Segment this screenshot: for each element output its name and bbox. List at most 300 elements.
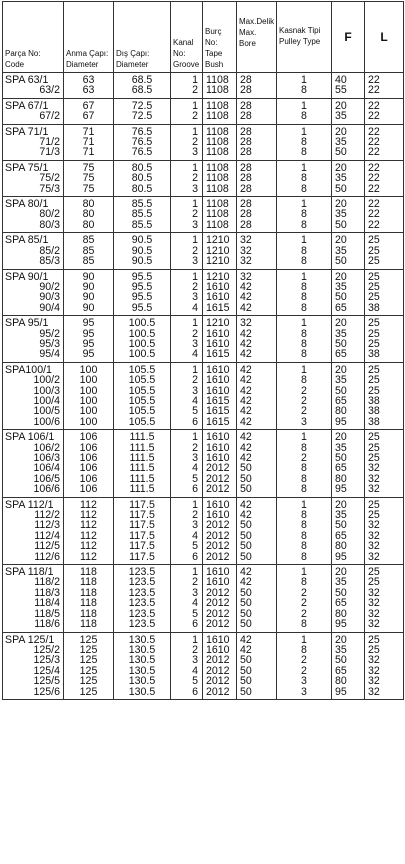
table-body (3, 73, 404, 700)
outer-diameter: 117.5 (129, 540, 155, 553)
pulley-type: 1 (301, 633, 307, 646)
bush-number: 2012 (206, 472, 230, 485)
f-dimension: 35 (335, 509, 347, 522)
pulley-type: 8 (301, 509, 307, 522)
bush-number: 1108 (206, 110, 229, 123)
pulley-type: 1 (301, 198, 307, 211)
groove-count: 2 (192, 208, 198, 221)
l-dimension: 25 (368, 255, 380, 268)
f-dimension: 95 (335, 483, 347, 496)
groove-count: 2 (192, 441, 198, 454)
outer-diameter-cell (114, 565, 171, 632)
bush-number: 1610 (206, 431, 230, 444)
pulley-type: 8 (301, 540, 307, 553)
pitch-diameter-cell (64, 197, 114, 233)
pitch-diameter: 85 (82, 244, 95, 257)
code: SPA 75/1 (5, 161, 49, 174)
code: SPA 85/1 (5, 234, 49, 247)
header-f: F (332, 2, 365, 73)
header-bore-3: Bore (239, 39, 256, 48)
max-bore: 50 (240, 462, 252, 475)
outer-diameter: 72.5 (131, 110, 153, 123)
groove-count: 2 (192, 136, 198, 149)
outer-diameter: 130.5 (128, 633, 156, 646)
pitch-diameter: 80 (82, 208, 95, 221)
l-dimension: 22 (368, 125, 380, 138)
pitch-diameter: 85 (82, 255, 95, 268)
f-dimension: 50 (335, 146, 347, 159)
max-bore: 28 (240, 84, 252, 97)
pitch-diameter-cell (64, 497, 114, 564)
table-row-group (3, 233, 404, 269)
max-bore: 42 (240, 348, 252, 361)
l-dimension: 25 (368, 234, 380, 247)
pulley-type: 3 (301, 685, 307, 698)
max-bore: 28 (240, 218, 252, 231)
pitch-diameter-cell (64, 269, 114, 316)
max-bore: 42 (240, 452, 252, 464)
max-bore: 42 (240, 441, 252, 454)
max-bore: 42 (240, 431, 252, 444)
bush-number: 1610 (206, 576, 230, 589)
outer-diameter: 95.5 (131, 280, 153, 293)
l-dimension-cell (365, 233, 404, 269)
bush-number-cell (203, 362, 237, 429)
groove-count: 2 (192, 643, 198, 656)
header-groove-2: No: (173, 49, 186, 58)
f-dimension: 65 (335, 348, 347, 361)
l-dimension: 32 (368, 483, 380, 496)
f-dimension: 50 (335, 654, 347, 667)
l-dimension: 22 (368, 182, 380, 195)
outer-diameter: 123.5 (128, 607, 156, 620)
bush-number: 1210 (206, 270, 230, 283)
code: 125/5 (33, 675, 60, 688)
f-dimension: 35 (335, 374, 347, 387)
groove-count: 1 (192, 161, 198, 174)
pitch-diameter-cell (64, 316, 114, 363)
pulley-type: 8 (301, 182, 307, 195)
groove-count-cell (171, 160, 203, 196)
max-bore-cell (237, 233, 277, 269)
outer-diameter: 95.5 (131, 291, 153, 304)
pulley-type-cell (277, 233, 332, 269)
pulley-type: 8 (301, 519, 307, 532)
groove-count: 4 (192, 597, 198, 610)
header-groove-3: Groove (173, 60, 200, 69)
pulley-type-cell (277, 362, 332, 429)
max-bore: 50 (240, 472, 252, 485)
groove-count: 3 (192, 654, 198, 667)
pitch-diameter-cell (64, 124, 114, 160)
pitch-diameter: 112 (80, 498, 97, 511)
max-bore: 42 (240, 374, 252, 387)
pulley-type: 1 (301, 125, 307, 138)
f-dimension: 50 (335, 255, 347, 268)
header-pitch-en: Diameter (66, 60, 99, 69)
f-dimension: 80 (335, 472, 347, 485)
groove-count: 2 (192, 244, 198, 257)
groove-count-cell (171, 98, 203, 124)
max-bore: 42 (240, 509, 252, 522)
l-dimension: 38 (368, 405, 380, 418)
groove-count-cell (171, 316, 203, 363)
outer-diameter-cell (114, 497, 171, 564)
pulley-type: 2 (301, 654, 307, 667)
pitch-diameter: 95 (82, 317, 95, 330)
f-dimension-cell (332, 197, 365, 233)
groove-count: 3 (192, 291, 198, 304)
max-bore-cell (237, 632, 277, 699)
l-dimension: 25 (368, 441, 380, 454)
bush-number: 1610 (206, 363, 230, 376)
outer-diameter: 95.5 (131, 301, 153, 314)
f-dimension-cell (332, 160, 365, 196)
code: SPA 63/1 (5, 74, 49, 86)
pitch-diameter: 100 (79, 415, 98, 428)
l-dimension: 32 (368, 664, 380, 677)
outer-diameter: 105.5 (128, 405, 156, 418)
outer-diameter: 111.5 (129, 472, 155, 485)
groove-count-cell (171, 197, 203, 233)
l-dimension: 25 (368, 270, 380, 283)
bush-number: 2012 (206, 685, 230, 698)
l-dimension: 25 (368, 643, 380, 656)
pulley-type: 8 (301, 136, 307, 149)
groove-count: 2 (192, 110, 198, 123)
outer-diameter: 117.5 (129, 529, 155, 542)
f-dimension-cell (332, 98, 365, 124)
groove-count: 2 (192, 374, 198, 387)
code: 106/3 (33, 452, 60, 464)
f-dimension-cell (332, 565, 365, 632)
outer-diameter-cell (114, 160, 171, 196)
f-dimension: 55 (335, 84, 347, 97)
bush-number: 2012 (206, 597, 230, 610)
pitch-diameter: 100 (79, 405, 98, 418)
f-dimension-cell (332, 497, 365, 564)
outer-diameter: 85.5 (131, 198, 153, 211)
header-bore-2: Max. (239, 28, 257, 37)
l-dimension: 25 (368, 452, 380, 464)
l-dimension-cell (365, 362, 404, 429)
f-dimension: 95 (335, 618, 347, 631)
max-bore: 42 (240, 301, 252, 314)
max-bore-cell (237, 73, 277, 99)
table-row-group (3, 316, 404, 363)
f-dimension: 20 (335, 566, 347, 579)
max-bore: 28 (240, 208, 252, 221)
pitch-diameter: 90 (82, 301, 95, 314)
f-dimension: 20 (335, 363, 347, 376)
f-dimension: 35 (335, 327, 347, 340)
l-dimension: 22 (368, 74, 380, 86)
pitch-diameter: 100 (79, 374, 98, 387)
groove-count: 1 (192, 498, 198, 511)
pulley-type-cell (277, 430, 332, 497)
pulley-type: 8 (301, 483, 307, 496)
bush-number: 1610 (206, 337, 230, 350)
bush-number: 1610 (206, 441, 230, 454)
pitch-diameter: 71 (82, 125, 95, 138)
pitch-diameter: 75 (82, 161, 95, 174)
pitch-diameter: 112 (80, 550, 97, 563)
outer-diameter: 76.5 (131, 125, 153, 138)
header-l: L (365, 2, 404, 73)
f-dimension: 35 (335, 441, 347, 454)
bush-number: 1108 (206, 125, 229, 138)
code: SPA 112/1 (5, 498, 54, 511)
groove-count: 4 (192, 664, 198, 677)
outer-diameter: 80.5 (131, 172, 153, 185)
pitch-diameter: 118 (80, 618, 97, 631)
max-bore: 32 (240, 234, 252, 247)
max-bore-cell (237, 197, 277, 233)
pitch-diameter: 95 (82, 337, 95, 350)
code: SPA 67/1 (5, 99, 49, 112)
groove-count: 3 (192, 146, 198, 159)
bush-number: 2012 (206, 540, 230, 553)
bush-number: 2012 (206, 462, 230, 475)
pulley-type: 8 (301, 327, 307, 340)
f-dimension: 20 (335, 498, 347, 511)
groove-count: 1 (192, 270, 198, 283)
f-dimension: 20 (335, 234, 347, 247)
max-bore: 42 (240, 384, 252, 397)
pulley-type: 8 (301, 441, 307, 454)
f-dimension: 20 (335, 125, 347, 138)
code: 75/3 (39, 182, 60, 195)
header-outer-en: Diameter (116, 60, 149, 69)
pulley-type: 2 (301, 394, 307, 407)
pulley-type: 3 (301, 415, 307, 428)
max-bore: 50 (240, 529, 252, 542)
f-dimension: 50 (335, 519, 347, 532)
header-bush-1: Burç (205, 27, 222, 36)
groove-count: 1 (192, 633, 198, 646)
l-dimension: 25 (368, 317, 380, 330)
outer-diameter-cell (114, 632, 171, 699)
max-bore: 50 (240, 607, 252, 620)
header-pitch-tr: Anma Çapı: (66, 49, 109, 58)
max-bore-cell (237, 362, 277, 429)
pitch-diameter: 100 (79, 384, 98, 397)
code: 112/3 (34, 519, 60, 532)
pulley-type: 8 (301, 337, 307, 350)
pitch-diameter-cell (64, 160, 114, 196)
l-dimension: 22 (368, 84, 380, 97)
groove-count: 5 (192, 405, 198, 418)
pitch-diameter-cell (64, 98, 114, 124)
pulley-type-cell (277, 73, 332, 99)
outer-diameter: 111.5 (129, 462, 155, 475)
pitch-diameter: 85 (82, 234, 95, 247)
outer-diameter: 76.5 (131, 146, 153, 159)
pitch-diameter: 112 (80, 529, 97, 542)
pulley-type: 8 (301, 146, 307, 159)
pulley-type: 8 (301, 462, 307, 475)
bush-number: 1615 (206, 348, 230, 361)
f-dimension: 50 (335, 452, 347, 464)
pitch-diameter-cell (64, 565, 114, 632)
max-bore: 42 (240, 566, 252, 579)
bush-number: 2012 (206, 618, 230, 631)
bush-number: 1210 (206, 255, 230, 268)
outer-diameter: 123.5 (128, 576, 156, 589)
groove-count: 6 (192, 550, 198, 563)
bush-number-cell (203, 316, 237, 363)
pitch-diameter: 90 (82, 291, 95, 304)
groove-count: 1 (192, 363, 198, 376)
f-dimension: 35 (335, 643, 347, 656)
table-row-group (3, 362, 404, 429)
f-dimension: 35 (335, 172, 347, 185)
outer-diameter: 111.5 (129, 431, 155, 444)
outer-diameter-cell (114, 233, 171, 269)
header-bush-2: No: (205, 38, 218, 47)
l-dimension: 32 (368, 597, 380, 610)
l-dimension: 32 (368, 654, 380, 667)
groove-count-cell (171, 362, 203, 429)
header-type-tr: Kasnak Tipi (279, 26, 321, 35)
pitch-diameter: 106 (79, 431, 98, 444)
pulley-type: 2 (301, 607, 307, 620)
bush-number: 1610 (206, 509, 230, 522)
bush-number-cell (203, 632, 237, 699)
bush-number: 1108 (206, 198, 229, 211)
f-dimension-cell (332, 233, 365, 269)
groove-count: 2 (192, 172, 198, 185)
f-dimension: 65 (335, 301, 347, 314)
f-dimension: 95 (335, 550, 347, 563)
code: 118/3 (34, 586, 60, 599)
code-cell (3, 430, 64, 497)
header-code-tr: Parça No: (5, 49, 41, 58)
outer-diameter: 105.5 (128, 363, 156, 376)
f-dimension: 35 (335, 208, 347, 221)
l-dimension-cell (365, 316, 404, 363)
l-dimension: 25 (368, 291, 380, 304)
groove-count: 1 (192, 566, 198, 579)
code: 112/2 (34, 509, 60, 522)
pulley-type: 2 (301, 452, 307, 464)
max-bore: 32 (240, 317, 252, 330)
pitch-diameter: 112 (80, 540, 97, 553)
pulley-type: 8 (301, 529, 307, 542)
max-bore-cell (237, 160, 277, 196)
max-bore: 28 (240, 161, 252, 174)
outer-diameter-cell (114, 362, 171, 429)
max-bore: 50 (240, 550, 252, 563)
bush-number: 2012 (206, 675, 230, 688)
table-row-group (3, 98, 404, 124)
pulley-type: 8 (301, 643, 307, 656)
f-dimension: 80 (335, 540, 347, 553)
code: 95/3 (39, 337, 60, 350)
max-bore: 50 (240, 540, 252, 553)
groove-count: 2 (192, 280, 198, 293)
outer-diameter: 100.5 (128, 348, 156, 361)
bush-number: 1610 (206, 498, 230, 511)
bush-number: 1108 (206, 84, 229, 97)
l-dimension: 32 (368, 462, 380, 475)
max-bore: 32 (240, 255, 252, 268)
code-cell (3, 197, 64, 233)
pitch-diameter: 67 (82, 110, 95, 123)
pulley-type: 8 (301, 110, 307, 123)
max-bore-cell (237, 98, 277, 124)
code: 71/2 (39, 136, 60, 149)
max-bore: 28 (240, 110, 252, 123)
pitch-diameter: 125 (79, 664, 98, 677)
l-dimension: 25 (368, 374, 380, 387)
l-dimension: 25 (368, 431, 380, 444)
pitch-diameter: 95 (82, 327, 95, 340)
f-dimension: 80 (335, 405, 347, 418)
l-dimension: 38 (368, 301, 380, 314)
groove-count: 1 (192, 99, 198, 112)
pulley-type: 8 (301, 301, 307, 314)
bush-number: 1610 (206, 566, 230, 579)
code: 75/2 (39, 172, 60, 185)
table-row-group (3, 497, 404, 564)
l-dimension: 25 (368, 509, 380, 522)
max-bore: 28 (240, 99, 252, 112)
groove-count-cell (171, 497, 203, 564)
l-dimension: 22 (368, 208, 380, 221)
max-bore: 50 (240, 597, 252, 610)
pitch-diameter: 118 (80, 597, 97, 610)
l-dimension-cell (365, 430, 404, 497)
l-dimension: 32 (368, 618, 380, 631)
pulley-type: 8 (301, 172, 307, 185)
max-bore: 50 (240, 586, 252, 599)
l-dimension: 32 (368, 540, 380, 553)
f-dimension-cell (332, 73, 365, 99)
pitch-diameter-cell (64, 233, 114, 269)
code-cell (3, 124, 64, 160)
pulley-type: 1 (301, 74, 307, 86)
code: 90/4 (39, 301, 60, 314)
bush-number-cell (203, 565, 237, 632)
groove-count-cell (171, 632, 203, 699)
header-pitch-diameter (64, 2, 114, 73)
outer-diameter: 90.5 (131, 234, 153, 247)
max-bore: 32 (240, 270, 252, 283)
bush-number-cell (203, 124, 237, 160)
code-cell (3, 316, 64, 363)
outer-diameter: 90.5 (131, 255, 153, 268)
f-dimension: 35 (335, 136, 347, 149)
f-dimension-cell (332, 124, 365, 160)
header-groove (171, 2, 203, 73)
pulley-type: 1 (301, 498, 307, 511)
header-outer-diameter (114, 2, 171, 73)
pulley-type-cell (277, 98, 332, 124)
code-cell (3, 565, 64, 632)
outer-diameter: 90.5 (131, 244, 153, 257)
f-dimension: 65 (335, 529, 347, 542)
groove-count: 6 (192, 618, 198, 631)
max-bore: 28 (240, 74, 252, 86)
l-dimension: 22 (368, 146, 380, 159)
code: 100/3 (33, 384, 60, 397)
max-bore: 28 (240, 136, 252, 149)
bush-number-cell (203, 98, 237, 124)
outer-diameter-cell (114, 316, 171, 363)
code: 118/4 (34, 597, 60, 610)
pulley-type-cell (277, 160, 332, 196)
